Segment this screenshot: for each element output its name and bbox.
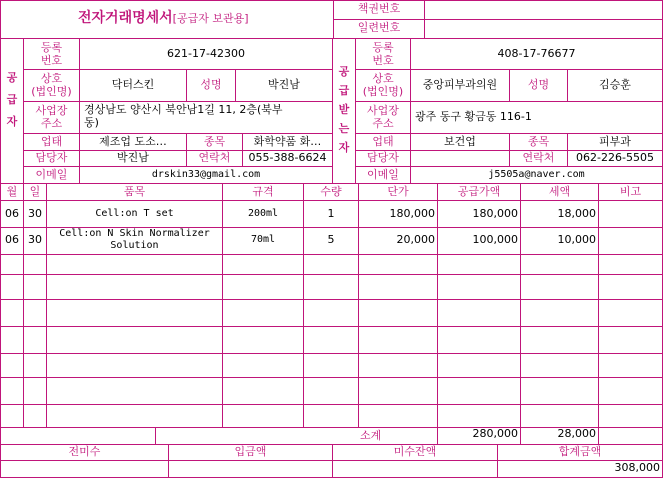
receiver-contact-label: 연락처 xyxy=(522,151,555,164)
receiver-manager-label: 담당자 xyxy=(367,151,399,164)
row-day: 30 xyxy=(28,233,42,246)
subtotal-label: 소계 xyxy=(360,429,382,442)
supplier-manager-label: 담당자 xyxy=(35,151,68,164)
supplier-name-label: 상호 (법인명) xyxy=(31,72,72,98)
supplier-business-type-label: 업태 xyxy=(40,135,63,148)
supplier-reg-no-label: 등록 번호 xyxy=(40,41,63,67)
receiver-address-label: 사업장 주소 xyxy=(367,104,399,130)
col-header-spec: 규격 xyxy=(252,185,274,198)
subtotal-tax: 28,000 xyxy=(557,427,596,440)
supplier-ceo: 박진남 xyxy=(268,78,300,91)
row-tax: 18,000 xyxy=(557,207,596,220)
supplier-reg-no: 621-17-42300 xyxy=(167,47,245,60)
serial-no-label: 일련번호 xyxy=(357,21,401,34)
supplier-email: drskin33@gmail.com xyxy=(151,169,261,180)
row-day: 30 xyxy=(28,207,42,220)
row-month: 06 xyxy=(5,233,19,246)
document-title: 전자거래명세서[공급자 보관용] xyxy=(78,10,249,26)
col-header-item: 품목 xyxy=(123,185,146,198)
receiver-name: 중앙피부과의원 xyxy=(422,78,498,91)
footer-total-label: 합계금액 xyxy=(558,445,602,458)
receiver-address: 광주 동구 황금동 116-1 xyxy=(415,110,532,123)
supplier-address-label: 사업장 주소 xyxy=(35,104,68,130)
footer-total-amount: 308,000 xyxy=(614,461,660,474)
row-item: Cell:on T set xyxy=(95,208,174,219)
row-month: 06 xyxy=(5,207,19,220)
receiver-email-label: 이메일 xyxy=(367,168,399,181)
row-qty: 5 xyxy=(327,233,335,246)
row-supply: 100,000 xyxy=(472,233,518,246)
receiver-business-item-label: 종목 xyxy=(527,135,550,148)
row-item: Cell:on N Skin Normalizer Solution xyxy=(59,228,210,251)
col-header-qty: 수량 xyxy=(320,185,342,198)
col-header-unit-price: 단가 xyxy=(387,185,409,198)
col-header-month: 월 xyxy=(6,185,18,198)
receiver-contact: 062-226-5505 xyxy=(576,151,654,164)
supplier-address: 경상남도 양산시 북안남1길 11, 2층(북부 동) xyxy=(84,103,283,129)
receiver-ceo-label: 성명 xyxy=(527,78,550,91)
volume-no-label: 책권번호 xyxy=(357,2,401,15)
supplier-section-label: 공 급 자 xyxy=(6,71,18,128)
col-header-note: 비고 xyxy=(619,185,642,198)
receiver-reg-no: 408-17-76677 xyxy=(497,47,576,60)
footer-balance-label: 미수잔액 xyxy=(393,445,437,458)
row-qty: 1 xyxy=(327,207,335,220)
receiver-business-item: 피부과 xyxy=(599,135,631,148)
footer-deposit-label: 입금액 xyxy=(234,445,267,458)
supplier-contact: 055-388-6624 xyxy=(248,151,327,164)
supplier-business-type: 제조업 도소… xyxy=(99,135,167,148)
receiver-business-type: 보건업 xyxy=(444,135,476,148)
receiver-email: j5505a@naver.com xyxy=(488,169,585,180)
subtotal-supply: 280,000 xyxy=(472,427,518,440)
supplier-ceo-label: 성명 xyxy=(200,78,222,91)
row-unit-price: 180,000 xyxy=(389,207,435,220)
col-header-day: 일 xyxy=(29,185,41,198)
supplier-business-item-label: 종목 xyxy=(203,135,226,148)
receiver-section-label: 공 급 받 는 자 xyxy=(338,65,350,154)
row-supply: 180,000 xyxy=(472,207,518,220)
receiver-business-type-label: 업태 xyxy=(372,135,394,148)
row-unit-price: 20,000 xyxy=(396,233,435,246)
receiver-ceo: 김승훈 xyxy=(599,78,631,91)
receiver-name-label: 상호 (법인명) xyxy=(362,72,404,98)
row-tax: 10,000 xyxy=(557,233,596,246)
col-header-supply: 공급가액 xyxy=(457,185,501,198)
supplier-email-label: 이메일 xyxy=(35,168,68,181)
supplier-contact-label: 연락처 xyxy=(198,151,231,164)
supplier-business-item: 화학약품 화… xyxy=(253,135,322,148)
supplier-manager: 박진남 xyxy=(117,151,149,164)
footer-prev-unpaid-label: 전미수 xyxy=(68,445,101,458)
receiver-reg-no-label: 등록 번호 xyxy=(372,41,394,67)
document-subtitle: [공급자 보관용] xyxy=(172,12,249,25)
row-spec: 200ml xyxy=(247,208,279,219)
row-spec: 70ml xyxy=(250,234,276,245)
col-header-tax: 세액 xyxy=(548,185,571,198)
supplier-name: 닥터스킨 xyxy=(111,78,155,91)
